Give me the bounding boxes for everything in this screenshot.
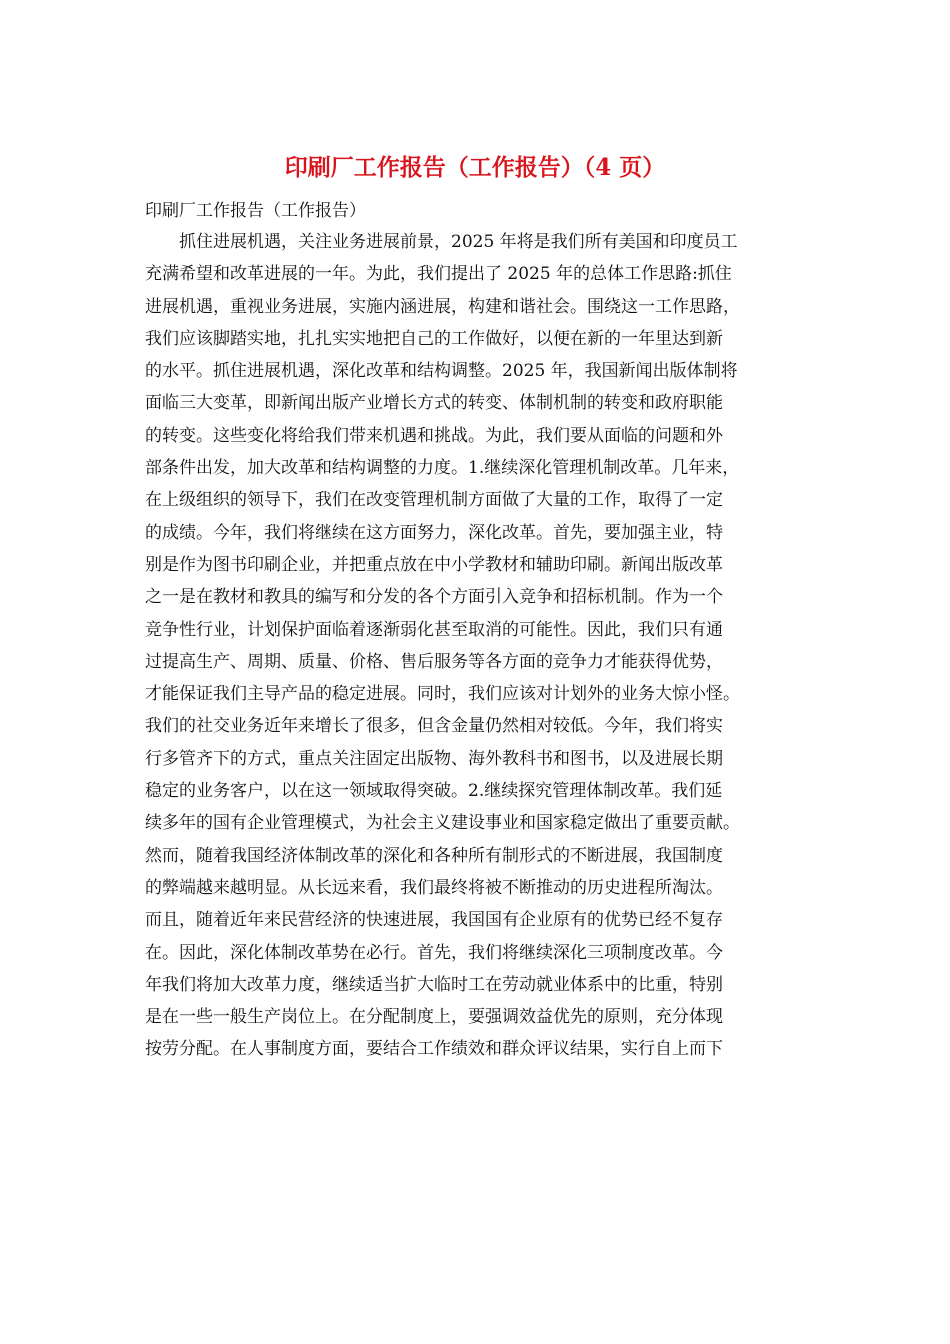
body-line: 续多年的国有企业管理模式，为社会主义建设事业和国家稳定做出了重要贡献。 (145, 813, 740, 834)
body-line: 充满希望和改革进展的一年。为此，我们提出了 2025 年的总体工作思路:抓住 (145, 264, 732, 285)
body-line: 是在一些一般生产岗位上。在分配制度上，要强调效益优先的原则，充分体现 (145, 1007, 723, 1028)
body-line: 过提高生产、周期、质量、价格、售后服务等各方面的竞争力才能获得优势， (145, 651, 723, 672)
body-line: 竞争性行业，计划保护面临着逐渐弱化甚至取消的可能性。因此，我们只有通 (145, 619, 723, 640)
document-subtitle: 印刷厂工作报告（工作报告） (145, 201, 366, 221)
body-line: 行多管齐下的方式，重点关注固定出版物、海外教科书和图书，以及进展长期 (145, 748, 723, 769)
body-line: 部条件出发，加大改革和结构调整的力度。1.继续深化管理机制改革。几年来， (145, 458, 740, 479)
body-line: 而且，随着近年来民营经济的快速进展，我国国有企业原有的优势已经不复存 (145, 910, 723, 931)
body-line: 抓住进展机遇，关注业务进展前景，2025 年将是我们所有美国和印度员工 (179, 232, 738, 252)
body-line: 年我们将加大改革力度，继续适当扩大临时工在劳动就业体系中的比重，特别 (145, 974, 723, 995)
body-line: 之一是在教材和教具的编写和分发的各个方面引入竞争和招标机制。作为一个 (145, 587, 723, 608)
body-line: 进展机遇，重视业务进展，实施内涵进展，构建和谐社会。围绕这一工作思路， (145, 296, 740, 317)
page-title: 印刷厂工作报告（工作报告）（4 页） (284, 154, 666, 181)
body-line: 在上级组织的领导下，我们在改变管理机制方面做了大量的工作，取得了一定 (145, 490, 723, 511)
body-paragraph (145, 226, 815, 1066)
body-line: 我们的社交业务近年来增长了很多，但含金量仍然相对较低。今年，我们将实 (145, 716, 723, 737)
body-line: 然而，随着我国经济体制改革的深化和各种所有制形式的不断进展，我国制度 (145, 845, 723, 866)
body-line: 面临三大变革，即新闻出版产业增长方式的转变、体制机制的转变和政府职能 (145, 393, 723, 414)
body-line: 的成绩。今年，我们将继续在这方面努力，深化改革。首先，要加强主业，特 (145, 522, 723, 543)
body-line: 稳定的业务客户，以在这一领域取得突破。2.继续探究管理体制改革。我们延 (145, 781, 723, 802)
body-line: 别是作为图书印刷企业，并把重点放在中小学教材和辅助印刷。新闻出版改革 (145, 554, 723, 575)
body-line: 在。因此，深化体制改革势在必行。首先，我们将继续深化三项制度改革。今 (145, 942, 723, 963)
body-line: 的转变。这些变化将给我们带来机遇和挑战。为此，我们要从面临的问题和外 (145, 425, 723, 446)
body-line: 按劳分配。在人事制度方面，要结合工作绩效和群众评议结果，实行自上而下 (145, 1039, 723, 1060)
body-line: 的水平。抓住进展机遇，深化改革和结构调整。2025 年，我国新闻出版体制将 (145, 361, 738, 382)
body-line: 我们应该脚踏实地，扎扎实实地把自己的工作做好，以便在新的一年里达到新 (145, 328, 723, 349)
body-line: 的弊端越来越明显。从长远来看，我们最终将被不断推动的历史进程所淘汰。 (145, 877, 723, 898)
body-line: 才能保证我们主导产品的稳定进展。同时，我们应该对计划外的业务大惊小怪。 (145, 684, 740, 705)
